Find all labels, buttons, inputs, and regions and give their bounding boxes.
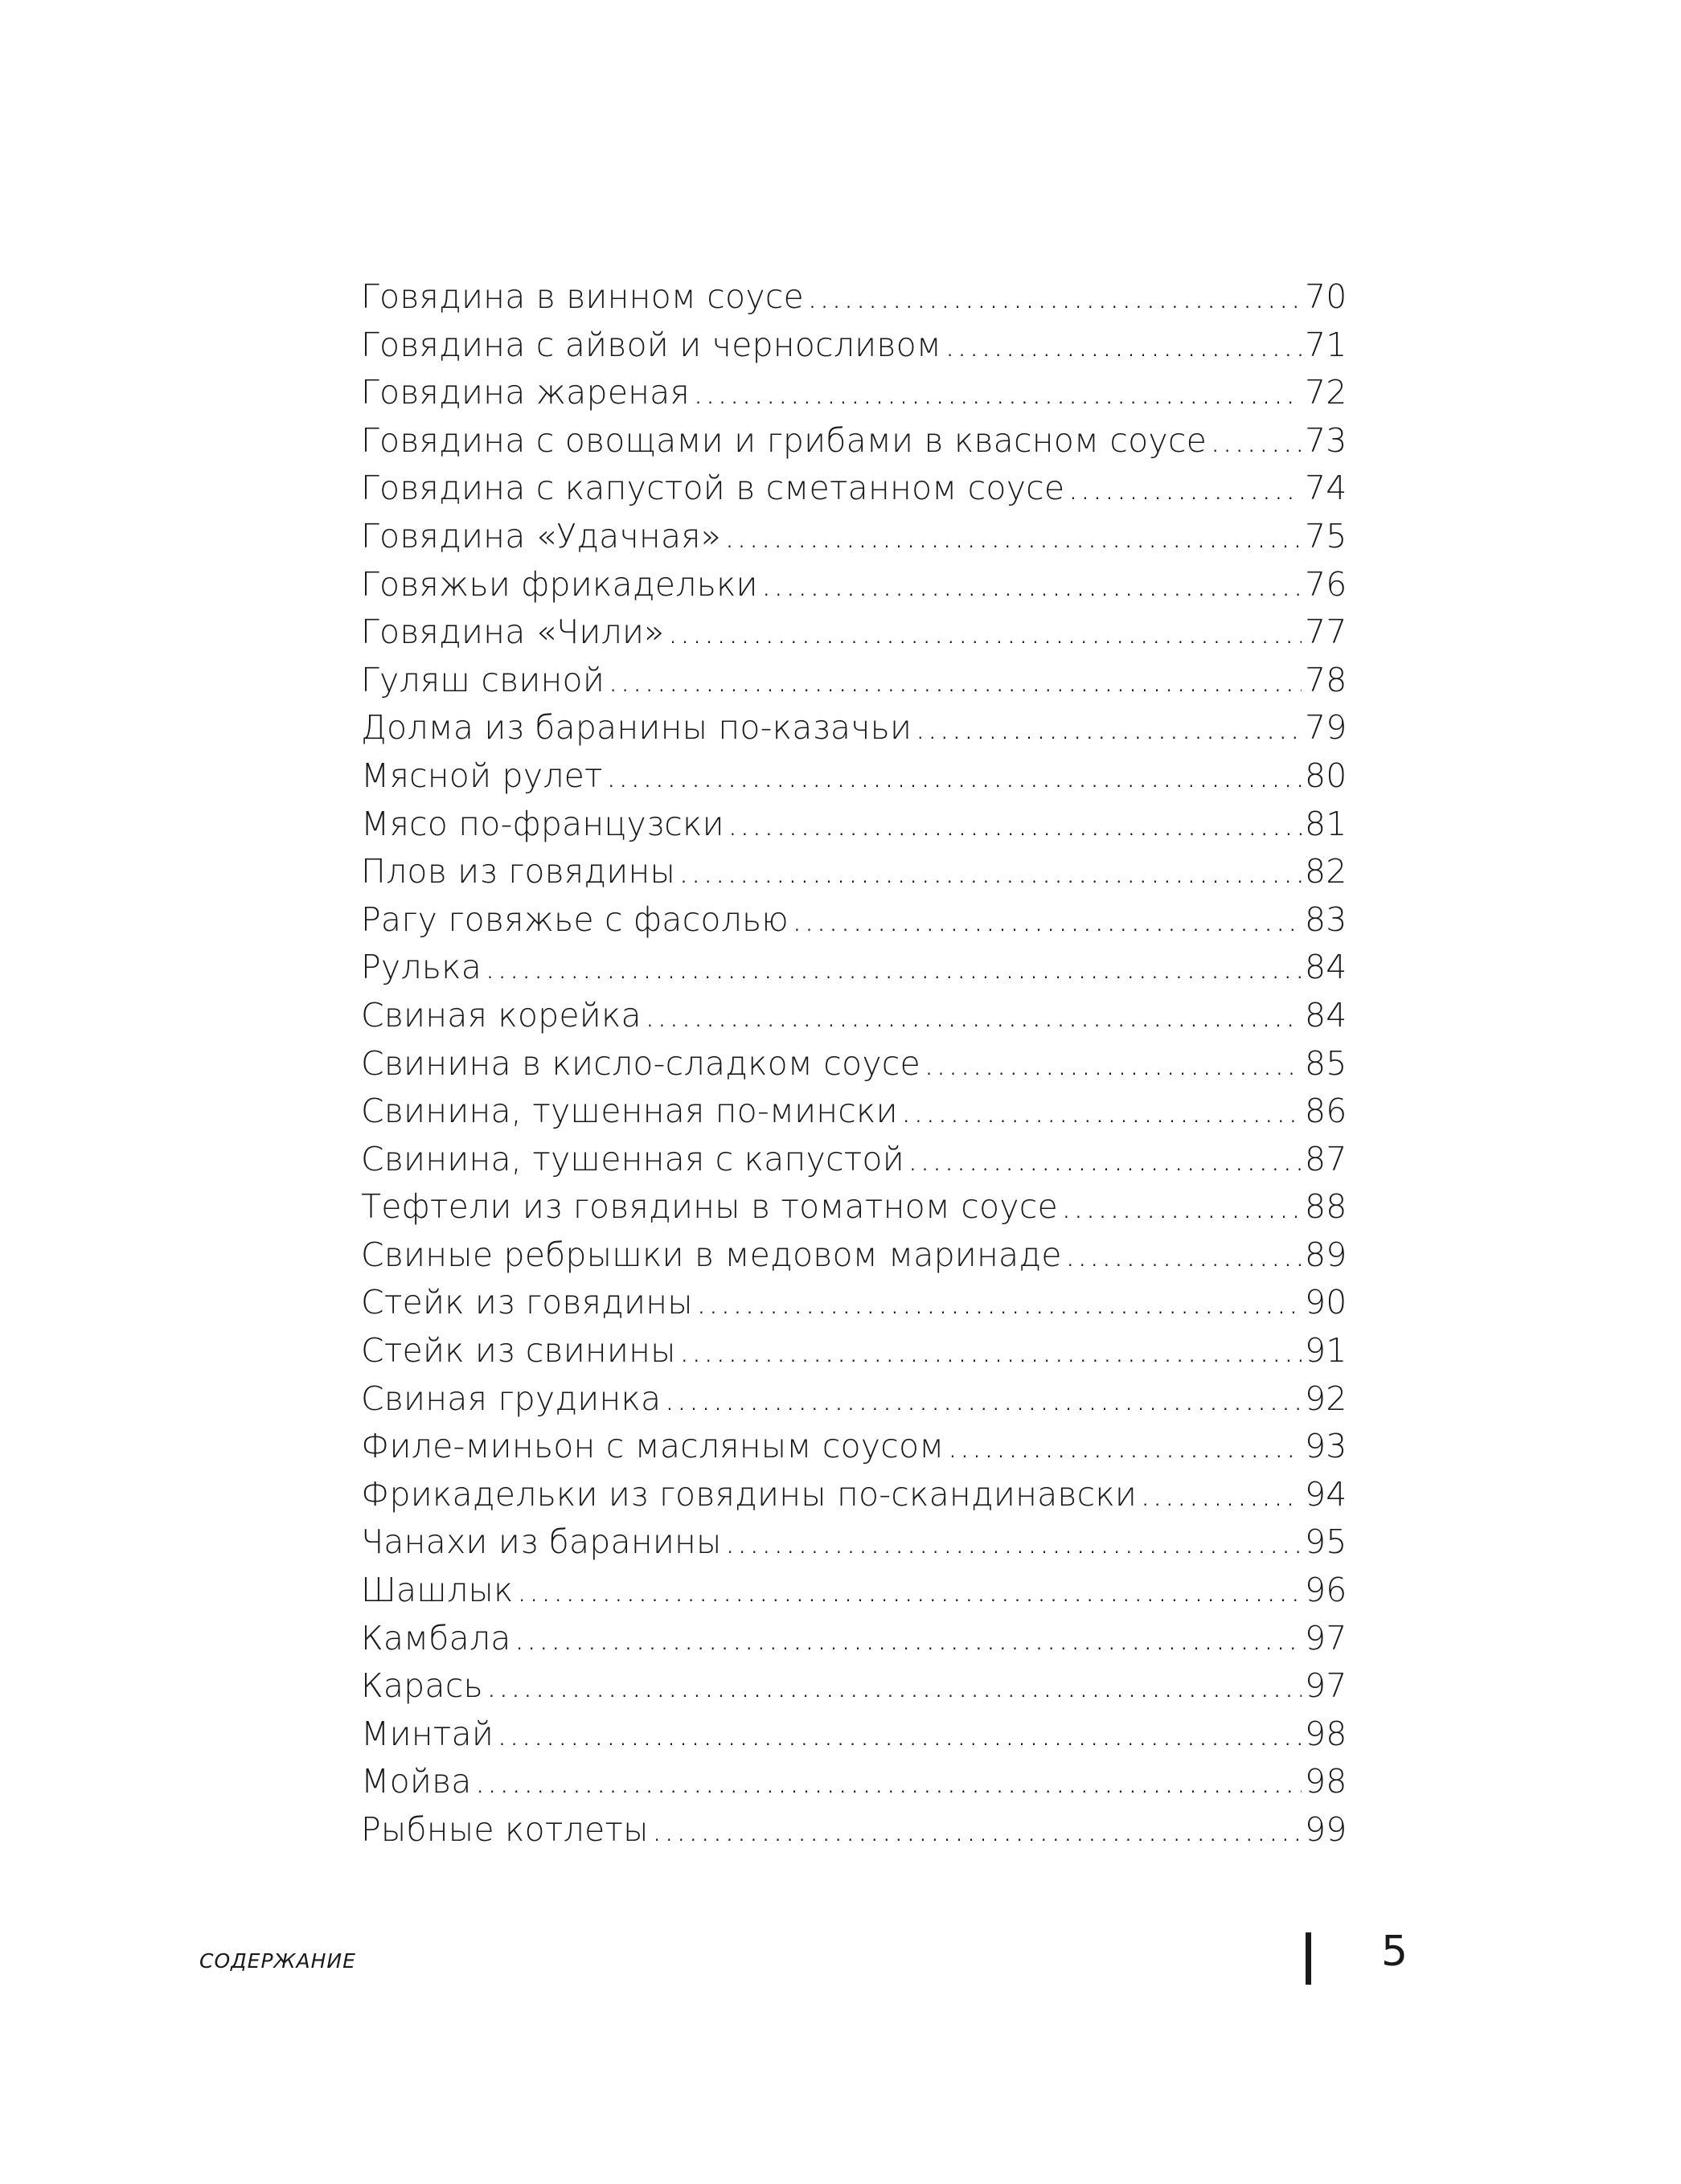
toc-entry[interactable]	[361, 1715, 1351, 1763]
toc-entry-title: Говядина жареная	[361, 373, 690, 412]
toc-entry-page: 71	[1305, 325, 1347, 364]
toc-dot-leader	[679, 1331, 1302, 1370]
toc-dot-leader	[725, 1522, 1302, 1561]
toc-dot-leader	[901, 1092, 1302, 1130]
toc-dot-leader	[945, 326, 1302, 364]
toc-entry-page: 87	[1305, 1139, 1347, 1178]
toc-entry-page: 75	[1305, 516, 1347, 555]
toc-entry-page: 97	[1305, 1666, 1347, 1706]
toc-entry-page: 73	[1305, 420, 1347, 460]
toc-entry-title: Фрикадельки из говядины по-скандинавски	[361, 1474, 1138, 1514]
toc-entry[interactable]	[361, 805, 1351, 853]
toc-dot-leader	[645, 996, 1302, 1035]
toc-entry-title: Свиная грудинка	[361, 1379, 662, 1418]
toc-entry-title: Рулька	[361, 948, 482, 987]
toc-entry[interactable]	[361, 1379, 1351, 1428]
toc-entry[interactable]	[361, 613, 1351, 661]
toc-entry-page: 96	[1305, 1571, 1347, 1610]
toc-entry-page: 93	[1305, 1427, 1347, 1466]
toc-dot-leader	[667, 613, 1302, 651]
toc-dot-leader	[475, 1762, 1302, 1801]
toc-dot-leader	[915, 708, 1302, 747]
toc-dot-leader	[792, 900, 1302, 939]
toc-dot-leader	[497, 1715, 1302, 1753]
running-footer-section-label: СОДЕРЖАНИЕ	[199, 1949, 356, 1973]
toc-entry-title: Свиные ребрышки в медовом маринаде	[361, 1235, 1062, 1274]
toc-entry-title: Стейк из говядины	[361, 1283, 693, 1322]
toc-entry[interactable]	[361, 900, 1351, 949]
toc-entry-title: Минтай	[361, 1714, 494, 1753]
toc-entry[interactable]	[361, 1092, 1351, 1140]
toc-entry-title: Стейк из свинины	[361, 1331, 676, 1371]
toc-entry-page: 77	[1305, 613, 1347, 652]
toc-dot-leader	[1065, 1235, 1302, 1274]
toc-dot-leader	[908, 1140, 1302, 1178]
toc-entry-page: 82	[1305, 852, 1347, 891]
toc-entry[interactable]	[361, 1235, 1351, 1284]
toc-dot-leader	[807, 277, 1302, 316]
toc-entry-page: 78	[1305, 660, 1347, 699]
toc-entry-title: Рыбные котлеты	[361, 1810, 649, 1849]
toc-entry-page: 70	[1305, 277, 1347, 316]
toc-entry-title: Говядина с капустой в сметанном соусе	[361, 469, 1065, 508]
toc-entry-title: Камбала	[361, 1618, 511, 1657]
toc-entry-title: Шашлык	[361, 1571, 514, 1610]
toc-entry-title: Свинина, тушенная по-мински	[361, 1092, 898, 1131]
toc-entry-title: Говяжьи фрикадельки	[361, 564, 758, 604]
toc-entry-title: Мясной рулет	[361, 756, 603, 795]
toc-entry-page: 88	[1305, 1187, 1347, 1227]
toc-entry-page: 90	[1305, 1283, 1347, 1322]
toc-entry[interactable]	[361, 661, 1351, 709]
table-of-contents	[361, 277, 1351, 1858]
toc-entry-title: Говядина «Удачная»	[361, 516, 722, 555]
toc-dot-leader	[1210, 421, 1302, 460]
toc-dot-leader	[606, 756, 1302, 795]
toc-entry[interactable]	[361, 708, 1351, 756]
toc-entry-page: 98	[1305, 1714, 1347, 1753]
toc-entry[interactable]	[361, 326, 1351, 374]
toc-entry[interactable]	[361, 756, 1351, 805]
toc-entry[interactable]	[361, 1475, 1351, 1523]
toc-entry[interactable]	[361, 277, 1351, 326]
toc-entry-page: 85	[1305, 1043, 1347, 1083]
toc-entry-title: Говядина «Чили»	[361, 613, 665, 652]
toc-entry-title: Рагу говяжье с фасолью	[361, 899, 789, 939]
toc-entry[interactable]	[361, 1571, 1351, 1619]
toc-entry-title: Филе-миньон с масляным соусом	[361, 1427, 945, 1466]
toc-entry-page: 89	[1305, 1235, 1347, 1274]
toc-dot-leader	[761, 565, 1302, 604]
toc-entry-title: Долма из баранины по-казачьи	[361, 708, 912, 748]
toc-dot-leader	[664, 1379, 1302, 1418]
toc-dot-leader	[517, 1571, 1302, 1609]
page-number: 5	[1381, 1928, 1408, 1976]
toc-dot-leader	[1061, 1187, 1302, 1226]
toc-entry-title: Свиная корейка	[361, 995, 642, 1035]
toc-entry[interactable]	[361, 1140, 1351, 1188]
toc-entry[interactable]	[361, 1810, 1351, 1858]
toc-entry-page: 97	[1305, 1618, 1347, 1657]
toc-entry[interactable]	[361, 1331, 1351, 1379]
toc-entry-page: 84	[1305, 948, 1347, 987]
toc-entry-page: 91	[1305, 1331, 1347, 1371]
toc-entry-page: 76	[1305, 564, 1347, 604]
toc-entry-page: 72	[1305, 373, 1347, 412]
toc-entry-title: Гуляш свиной	[361, 660, 605, 699]
toc-dot-leader	[947, 1427, 1302, 1465]
toc-entry-page: 98	[1305, 1762, 1347, 1801]
toc-entry-title: Свинина в кисло-сладком соусе	[361, 1043, 920, 1083]
toc-entry-title: Говядина с овощами и грибами в квасном соусе	[361, 420, 1207, 460]
toc-entry-page: 74	[1305, 469, 1347, 508]
toc-entry[interactable]	[361, 1427, 1351, 1475]
toc-entry-page: 80	[1305, 756, 1347, 795]
toc-entry-title: Говядина с айвой и черносливом	[361, 325, 941, 364]
toc-dot-leader	[515, 1619, 1302, 1657]
toc-entry-title: Мясо по-французски	[361, 804, 724, 843]
toc-entry[interactable]	[361, 1044, 1351, 1092]
toc-entry[interactable]	[361, 421, 1351, 469]
toc-entry-title: Говядина в винном соусе	[361, 277, 804, 316]
toc-entry[interactable]	[361, 517, 1351, 565]
toc-dot-leader	[728, 805, 1302, 843]
toc-dot-leader	[1068, 469, 1302, 507]
toc-entry[interactable]	[361, 1187, 1351, 1235]
toc-entry[interactable]	[361, 565, 1351, 613]
toc-entry[interactable]	[361, 1666, 1351, 1715]
toc-entry[interactable]	[361, 996, 1351, 1044]
toc-entry[interactable]	[361, 852, 1351, 900]
toc-dot-leader	[1140, 1475, 1302, 1514]
toc-entry-title: Плов из говядины	[361, 852, 676, 891]
toc-dot-leader	[608, 661, 1302, 699]
toc-entry-title: Тефтели из говядины в томатном соусе	[361, 1187, 1058, 1227]
toc-entry-page: 95	[1305, 1522, 1347, 1562]
footer-vertical-rule	[1306, 1932, 1311, 1985]
toc-entry-title: Чанахи из баранины	[361, 1522, 722, 1562]
toc-dot-leader	[485, 948, 1302, 986]
toc-entry-title: Мойва	[361, 1762, 472, 1801]
toc-entry-page: 92	[1305, 1379, 1347, 1418]
toc-entry[interactable]	[361, 469, 1351, 517]
toc-entry[interactable]	[361, 1619, 1351, 1667]
toc-dot-leader	[693, 373, 1302, 412]
toc-dot-leader	[679, 852, 1302, 891]
toc-entry-page: 86	[1305, 1092, 1347, 1131]
toc-entry[interactable]	[361, 948, 1351, 996]
toc-entry-title: Карась	[361, 1666, 483, 1706]
toc-entry[interactable]	[361, 1283, 1351, 1331]
toc-dot-leader	[724, 517, 1302, 555]
toc-entry-page: 99	[1305, 1810, 1347, 1849]
toc-dot-leader	[486, 1666, 1302, 1705]
toc-entry[interactable]	[361, 373, 1351, 421]
toc-dot-leader	[652, 1810, 1302, 1849]
toc-entry-page: 84	[1305, 995, 1347, 1035]
toc-entry-page: 94	[1305, 1474, 1347, 1514]
toc-dot-leader	[924, 1044, 1302, 1083]
toc-entry-page: 79	[1305, 708, 1347, 748]
toc-entry-page: 81	[1305, 804, 1347, 843]
toc-dot-leader	[696, 1283, 1302, 1321]
toc-entry-page: 83	[1305, 899, 1347, 939]
toc-entry[interactable]	[361, 1522, 1351, 1571]
toc-entry-title: Свинина, тушенная с капустой	[361, 1139, 904, 1178]
toc-entry[interactable]	[361, 1762, 1351, 1810]
